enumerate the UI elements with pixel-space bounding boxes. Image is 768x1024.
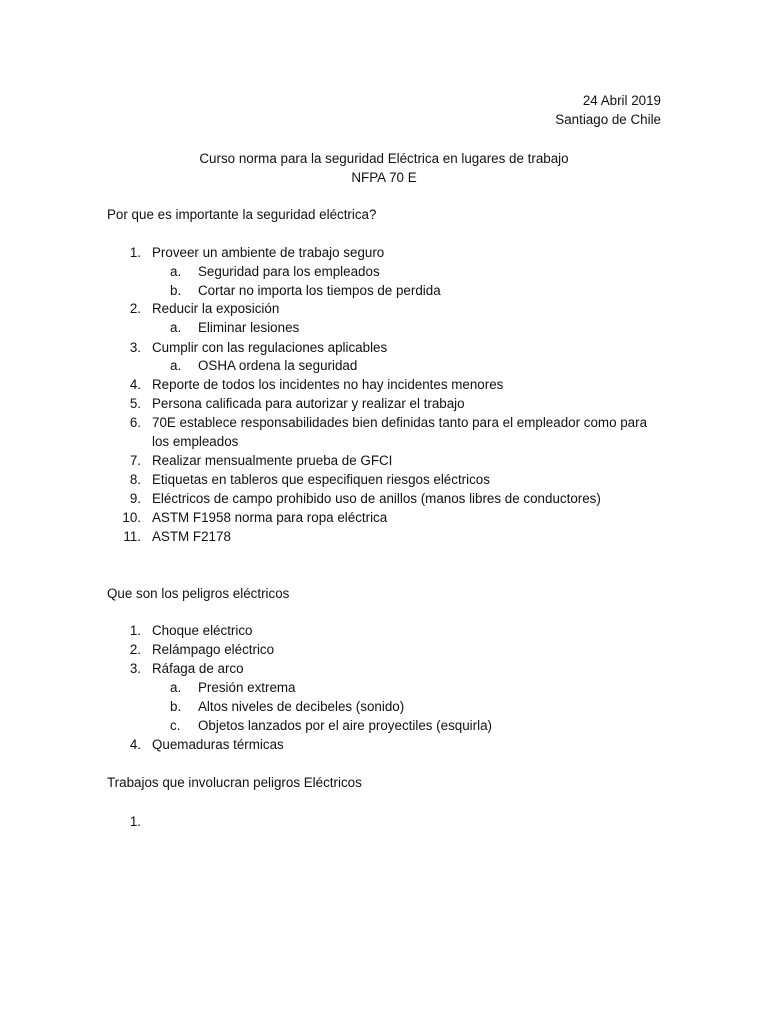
sub-list-text: Altos niveles de decibeles (sonido) (198, 699, 405, 714)
list-number: 9. (129, 491, 141, 506)
sub-list-text: Objetos lanzados por el aire proyectiles (esquirla) (198, 718, 492, 733)
sub-list-letter: b. (170, 283, 182, 298)
list-item-text: Etiquetas en tableros que especifiquen riesgos eléctricos (152, 472, 490, 487)
sub-list-text: Presión extrema (198, 680, 296, 695)
sub-list-letter: a. (170, 264, 182, 279)
sub-list-letter: a. (170, 680, 182, 695)
sub-list-text: Seguridad para los empleados (198, 264, 380, 279)
list-number: 6. (129, 415, 141, 430)
sub-list-letter: b. (170, 699, 182, 714)
sub-list-text: Eliminar lesiones (198, 320, 300, 335)
list-item-text: Choque eléctrico (152, 623, 253, 638)
section-heading-jobs: Trabajos que involucran peligros Eléctricos (107, 775, 362, 790)
document-date: 24 Abril 2019 (582, 93, 661, 108)
list-item-text: Realizar mensualmente prueba de GFCI (152, 453, 393, 468)
document-subtitle: NFPA 70 E (351, 170, 417, 185)
list-item-text: 70E establece responsabilidades bien definidas tanto para el empleador como para (152, 415, 648, 430)
list-number: 2. (129, 301, 141, 316)
list-item-text: Persona calificada para autorizar y realizar el trabajo (152, 396, 465, 411)
list-number: 5. (129, 396, 141, 411)
document-place: Santiago de Chile (555, 112, 661, 127)
list-item-text: Cumplir con las regulaciones aplicables (152, 340, 388, 355)
list-item-text-continuation: los empleados (152, 434, 239, 449)
sub-list-text: OSHA ordena la seguridad (198, 358, 358, 373)
list-item-text: Eléctricos de campo prohibido uso de anillos (manos libres de conductores) (152, 491, 601, 506)
sub-list-text: Cortar no importa los tiempos de perdida (198, 283, 441, 298)
sub-list-letter: c. (170, 718, 181, 733)
list-number: 4. (129, 737, 141, 752)
list-number: 1. (129, 623, 141, 638)
list-number: 1. (129, 814, 141, 829)
list-item-text: ASTM F1958 norma para ropa eléctrica (152, 510, 388, 525)
list-item-text: Quemaduras térmicas (152, 737, 284, 752)
sub-list-letter: a. (170, 358, 182, 373)
list-item-text: ASTM F2178 (152, 529, 231, 544)
list-item-text: Relámpago eléctrico (152, 642, 275, 657)
list-number: 8. (129, 472, 141, 487)
list-number: 2. (129, 642, 141, 657)
list-item-text: Ráfaga de arco (152, 661, 244, 676)
list-item-text: Reducir la exposición (152, 301, 280, 316)
section-heading-importance: Por que es importante la seguridad eléctrica? (107, 207, 377, 222)
list-number: 4. (129, 377, 141, 392)
list-number: 7. (129, 453, 141, 468)
sub-list-letter: a. (170, 320, 182, 335)
list-item-text: Reporte de todos los incidentes no hay incidentes menores (152, 377, 504, 392)
list-number: 3. (129, 340, 141, 355)
list-number: 1. (129, 245, 141, 260)
list-number: 10. (122, 510, 141, 525)
list-number: 3. (129, 661, 141, 676)
list-item-text: Proveer un ambiente de trabajo seguro (152, 245, 385, 260)
section-heading-hazards: Que son los peligros eléctricos (107, 586, 290, 601)
document-title: Curso norma para la seguridad Eléctrica en lugares de trabajo (199, 151, 569, 166)
list-number: 11. (123, 529, 141, 544)
